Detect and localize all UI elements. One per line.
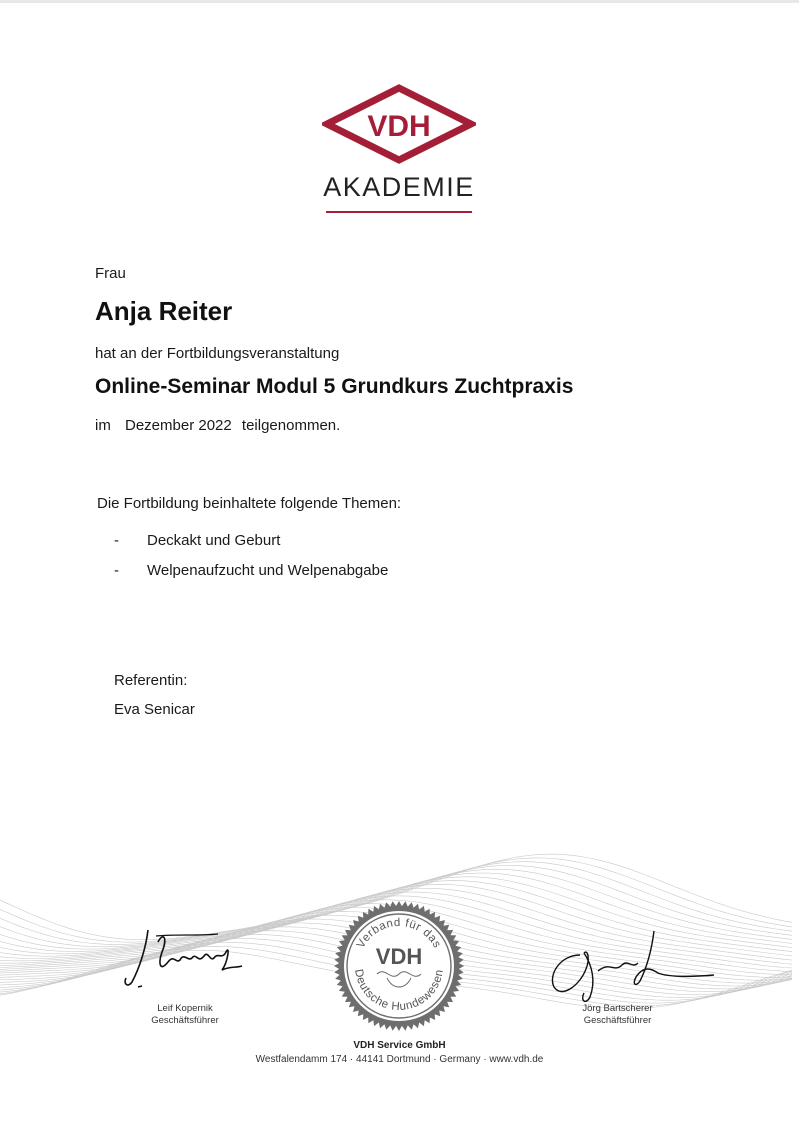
topic-label: Welpenaufzucht und Welpenabgabe bbox=[147, 562, 389, 579]
signer-left bbox=[130, 1003, 240, 1027]
signer-right bbox=[560, 1003, 675, 1027]
signer-right-role: Geschäftsführer bbox=[583, 1015, 652, 1026]
company-address: Westfalendamm 174 · 44141 Dortmund · Germany · www.vdh.de bbox=[255, 1054, 544, 1065]
speaker-name: Eva Senicar bbox=[114, 701, 195, 718]
signer-left-name: Leif Kopernik bbox=[157, 1003, 213, 1014]
date-value: Dezember 2022 bbox=[125, 417, 232, 434]
list-bullet: - bbox=[114, 562, 119, 579]
seal-center-text: VDH bbox=[375, 944, 423, 969]
course-title: Online-Seminar Modul 5 Grundkurs Zuchtpraxis bbox=[95, 375, 574, 398]
vdh-seal-icon bbox=[333, 900, 465, 1032]
top-border bbox=[0, 0, 799, 3]
logo-mark: VDH bbox=[367, 110, 431, 143]
logo-subtitle: AKADEMIE bbox=[323, 172, 475, 202]
themes-intro: Die Fortbildung beinhaltete folgende Themen: bbox=[97, 495, 402, 512]
date-suffix: teilgenommen. bbox=[241, 417, 341, 434]
speaker-label: Referentin: bbox=[114, 672, 188, 689]
company-name: VDH Service GmbH bbox=[353, 1040, 446, 1051]
list-bullet: - bbox=[114, 532, 119, 549]
date-line bbox=[95, 417, 346, 434]
salutation: Frau bbox=[95, 265, 126, 282]
seal-top-text: Verband für das bbox=[354, 916, 444, 951]
date-prefix: im bbox=[95, 417, 111, 434]
participant-name: Anja Reiter bbox=[95, 296, 233, 326]
list-item bbox=[114, 562, 388, 579]
signature-left-icon bbox=[118, 922, 248, 994]
seal-bottom-text: Deutsche Hundewesen bbox=[351, 968, 446, 1014]
signature-right-icon bbox=[540, 925, 720, 1010]
signer-right-name: Jörg Bartscherer bbox=[582, 1003, 653, 1014]
signer-left-role: Geschäftsführer bbox=[151, 1015, 219, 1026]
topic-label: Deckakt und Geburt bbox=[147, 532, 281, 549]
logo-underline bbox=[326, 211, 472, 213]
intro-text: hat an der Fortbildungsveranstaltung bbox=[95, 345, 340, 362]
list-item bbox=[114, 532, 280, 549]
